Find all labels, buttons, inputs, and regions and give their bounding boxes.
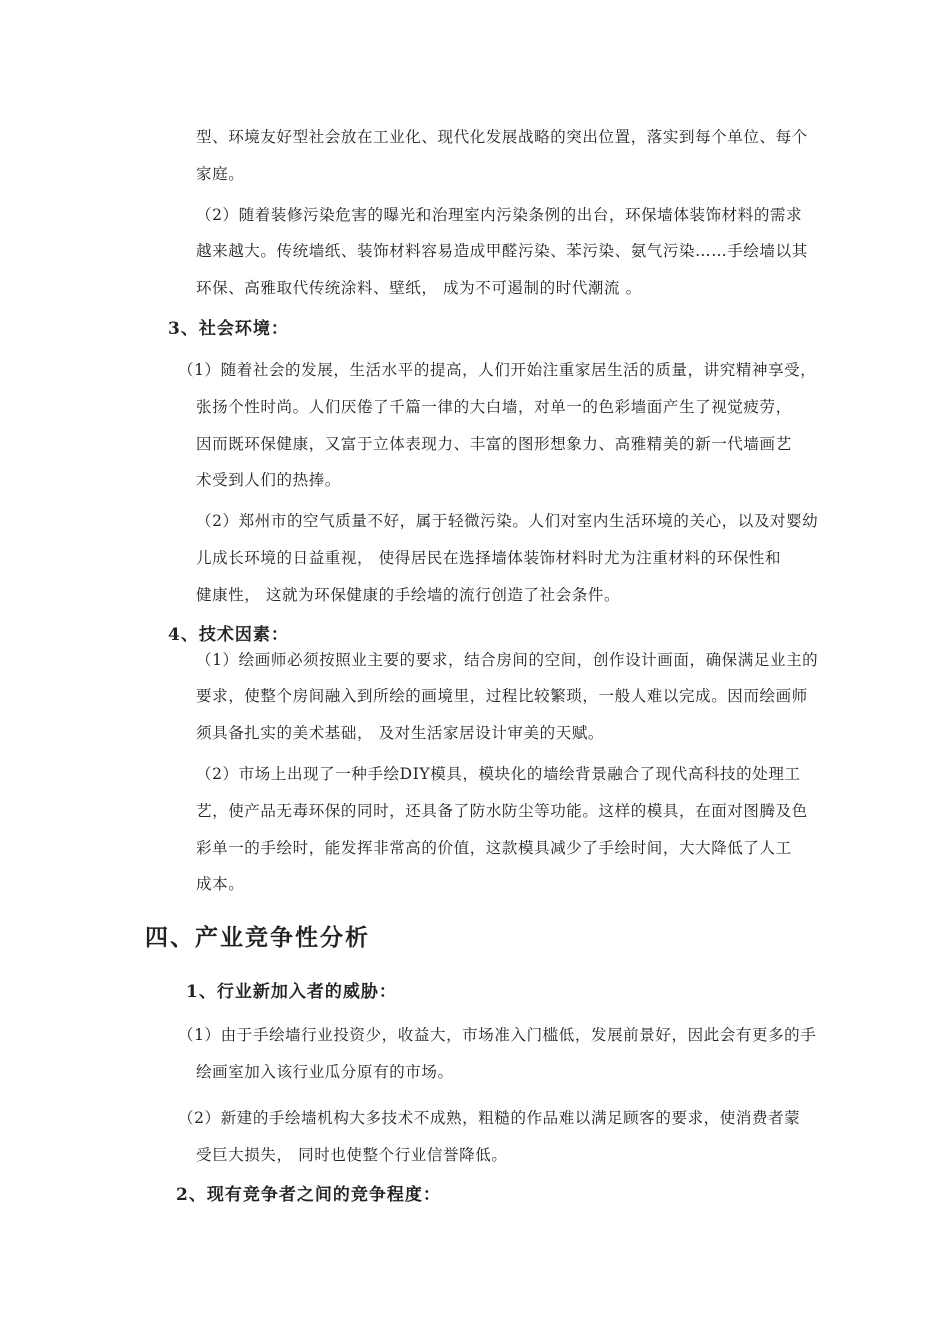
paragraph-line: 艺，使产品无毒环保的同时，还具备了防水防尘等功能。这样的模具，在面对图腾及色 [196, 802, 808, 820]
paragraph-line: 儿成长环境的日益重视， 使得居民在选择墙体装饰材料时尤为注重材料的环保性和 [196, 549, 782, 567]
paragraph-line: 张扬个性时尚。人们厌倦了千篇一律的大白墙，对单一的色彩墙面产生了视觉疲劳， [196, 398, 792, 416]
paragraph-line: （1）随着社会的发展，生活水平的提高，人们开始注重家居生活的质量，讲究精神享受， [178, 361, 817, 379]
subsection-heading-new-entrants: 1、行业新加入者的威胁： [186, 982, 397, 1002]
paragraph-line: 成本。 [196, 875, 245, 893]
paragraph-line: 家庭。 [196, 165, 245, 183]
paragraph-line: （2）郑州市的空气质量不好，属于轻微污染。人们对室内生活环境的关心，以及对婴幼 [196, 512, 819, 530]
paragraph-line: 因而既环保健康，又富于立体表现力、丰富的图形想象力、高雅精美的新一代墙画艺 [196, 435, 792, 453]
paragraph-line: 健康性， 这就为环保健康的手绘墙的流行创造了社会条件。 [196, 586, 621, 604]
paragraph-line: 受巨大损失， 同时也使整个行业信誉降低。 [196, 1146, 508, 1164]
paragraph-line: 绘画室加入该行业瓜分原有的市场。 [196, 1063, 454, 1081]
paragraph-line: 环保、高雅取代传统涂料、壁纸， 成为不可遏制的时代潮流 。 [196, 279, 642, 297]
paragraph-line: 须具备扎实的美术基础， 及对生活家居设计审美的天赋。 [196, 724, 605, 742]
section-heading-tech: 4、技术因素： [168, 625, 289, 645]
paragraph-line: （1）由于手绘墙行业投资少，收益大，市场准入门槛低，发展前景好，因此会有更多的手 [178, 1026, 817, 1044]
paragraph-line: 型、环境友好型社会放在工业化、现代化发展战略的突出位置，落实到每个单位、每个 [196, 128, 808, 146]
chapter-heading: 四、产业竞争性分析 [145, 924, 370, 951]
paragraph-line: （1）绘画师必须按照业主要的要求，结合房间的空间，创作设计画面，确保满足业主的 [196, 651, 819, 669]
paragraph-line: （2）随着装修污染危害的曝光和治理室内污染条例的出台，环保墙体装饰材料的需求 [196, 206, 803, 224]
paragraph-line: （2）新建的手绘墙机构大多技术不成熟，粗糙的作品难以满足顾客的要求，使消费者蒙 [178, 1109, 801, 1127]
paragraph-line: 越来越大。传统墙纸、装饰材料容易造成甲醛污染、苯污染、氨气污染……手绘墙以其 [196, 242, 808, 260]
section-heading-social: 3、社会环境： [168, 319, 289, 339]
paragraph-line: （2）市场上出现了一种手绘DIY模具，模块化的墙绘背景融合了现代高科技的处理工 [196, 765, 801, 783]
subsection-heading-competition: 2、现有竞争者之间的竞争程度： [176, 1185, 441, 1205]
paragraph-line: 要求，使整个房间融入到所绘的画境里，过程比较繁琐，一般人难以完成。因而绘画师 [196, 687, 808, 705]
paragraph-line: 彩单一的手绘时，能发挥非常高的价值，这款模具减少了手绘时间，大大降低了人工 [196, 839, 792, 857]
paragraph-line: 术受到人们的热捧。 [196, 471, 341, 489]
